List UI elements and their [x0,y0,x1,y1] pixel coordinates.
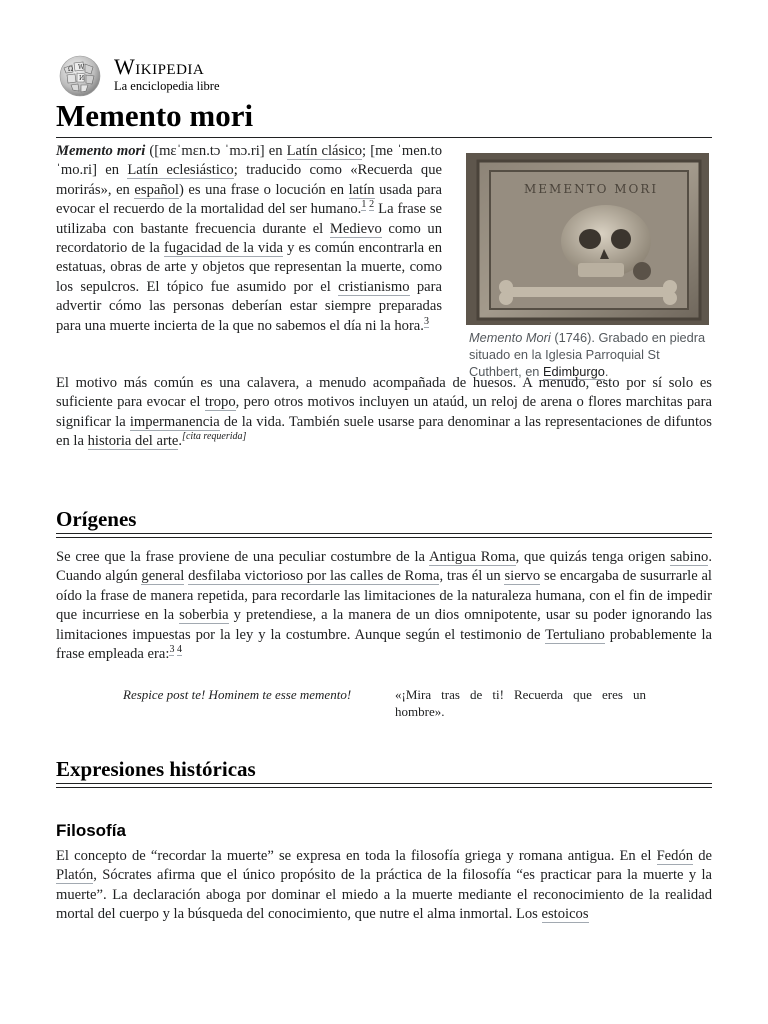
text: de la vida. También suele usarse para denominar a las representaciones de difuntos en la [56,413,712,450]
citation-needed[interactable]: [cita requerida] [182,431,247,443]
link-latin-clasico[interactable]: Latín clásico [286,143,363,159]
text: y es común encontrarla en estatuas, obras de arte y objetos que representan la muerte, como los sepulcros. El tópico fue asumido por el [56,240,442,295]
text: La frase se utilizaba con bastante frecuencia durante el [56,201,443,237]
philosophy-paragraph [56,847,712,925]
text: ) es una frase o locución en [179,181,349,198]
intro-paragraph [56,142,442,336]
caption-end: . [604,364,609,379]
wordmark: Wikipedia [114,54,205,79]
wikipedia-globe-icon [56,54,104,98]
link-edimburgo[interactable]: Edimburgo [542,364,605,379]
reference-marks [424,316,429,328]
reference-1[interactable]: 1 [361,199,367,211]
motif-paragraph [56,374,712,452]
caption-text: (1746). Grabado en piedra situado en la Iglesia Parroquial St Cuthbert, en [469,330,706,379]
text: usada para evocar el recuerdo de la mortalidad del ser humano. [56,181,442,218]
link-desfile[interactable]: desfilaba victorioso por las calles de Roma [188,568,440,585]
text: El motivo más común es una calavera, a menudo acompañada de huesos. A menudo, esto por sí solo es suficiente para evocar el [56,375,712,411]
section-heading-origenes: Orígenes [56,507,137,531]
link-estoicos[interactable]: estoicos [541,906,589,923]
section-divider [56,783,712,788]
link-antigua-roma[interactable]: Antigua Roma [428,549,516,565]
link-impermanencia[interactable]: impermanencia [129,413,220,430]
link-historia-del-arte[interactable]: historia del arte [87,433,179,450]
reference-marks [361,199,374,211]
quote-latin: Respice post te! Hominem te esse memento! [123,687,352,702]
quote-translation: «¡Mira tras de ti! Recuerda que eres un hombre». [395,687,646,719]
text: probablemente la frase empleada era: [56,626,712,663]
text: de [693,848,712,864]
text: El concepto de “recordar la muerte” se expresa en toda la filosofía griega y romana antigua. En el [56,848,657,864]
reference-marks [169,644,182,656]
link-platon[interactable]: Platón [56,867,94,884]
text: . [178,433,183,450]
text: Se cree que la frase proviene de una peculiar costumbre de la [56,549,429,565]
reference-2[interactable]: 2 [369,199,375,211]
text: como un recordatorio de la [56,220,442,257]
tagline: La enciclopedia libre [114,79,220,93]
svg-text:W: W [78,64,85,71]
reference-4[interactable]: 4 [176,644,182,656]
memento-mori-engraving-image[interactable] [466,153,709,325]
link-soberbia[interactable]: soberbia [179,607,229,624]
text: , pero otros motivos incluyen un ataúd, un reloj de arena o flores marchitas para significar la [56,394,712,430]
title-divider [56,137,712,138]
link-latin[interactable]: latín [348,181,375,198]
page-title: Memento mori [56,98,254,133]
link-medievo[interactable]: Medievo [329,220,382,237]
text: se encargaba de susurrarle al oído la frase de manera repetida, para recordarle las limitaciones de la naturaleza humana, con el fin de impedir que incurriese en la [56,568,712,624]
svg-text:MEMENTO MORI: MEMENTO MORI [524,182,659,196]
text: , tras él un [439,568,505,585]
svg-text:И: И [79,75,85,82]
link-general[interactable]: general [141,568,185,585]
figure [466,153,712,380]
reference-3[interactable]: 3 [423,315,429,327]
link-tertuliano[interactable]: Tertuliano [545,626,605,643]
link-cristianismo[interactable]: cristianismo [338,278,410,295]
svg-text:Ω: Ω [68,66,73,73]
link-fugacidad[interactable]: fugacidad de la vida [163,240,284,257]
text: , que quizás tenga origen [515,549,671,565]
subsection-heading-filosofia: Filosofía [56,821,126,840]
section-heading-expresiones: Expresiones históricas [56,757,256,781]
text: ; traducido como «Recuerda que morirás», en [56,162,442,198]
link-sabino[interactable]: sabino [670,549,709,565]
link-siervo[interactable]: siervo [504,568,541,585]
text: ; [me ˈmen.to ˈmo.ri] en [56,143,443,179]
text: y pretendiese, a la manera de un dios omnipotente, usar su poder ignorando las limitaciones impuestas por la ley y la costumbre. Aunque según el testimonio de [56,607,712,643]
text: , Sócrates afirma que el único propósito de la práctica de la filosofía “es practicar para la muerte y la muerte”. La declaración aboga por dominar el miedo a la muerte mediante el reconocimiento de la realidad mortal del cuerpo y la búsqueda del conocimiento, que nutre el alma inmortal. Los [56,867,712,923]
text: para advertir cómo las personas deberían estar siempre preparadas para una muerte incierta de la que no sabemos el día ni la hora. [56,278,442,334]
link-tropo[interactable]: tropo [204,394,236,411]
link-fedon[interactable]: Fedón [656,848,694,864]
link-latin-eclesiastico[interactable]: Latín eclesiástico [127,162,234,179]
wikipedia-logo[interactable] [56,54,356,98]
text: . Cuando algún [56,549,712,585]
figure-caption [466,329,712,380]
section-divider [56,533,712,538]
origins-paragraph [56,548,712,664]
caption-title: Memento Mori [469,330,551,345]
text: ([mɛˈmɛn.tɔ ˈmɔ.ri] en [145,143,287,159]
reference-3b[interactable]: 3 [169,644,175,656]
link-espanol[interactable]: español [134,181,179,198]
term: Memento mori [56,143,146,159]
